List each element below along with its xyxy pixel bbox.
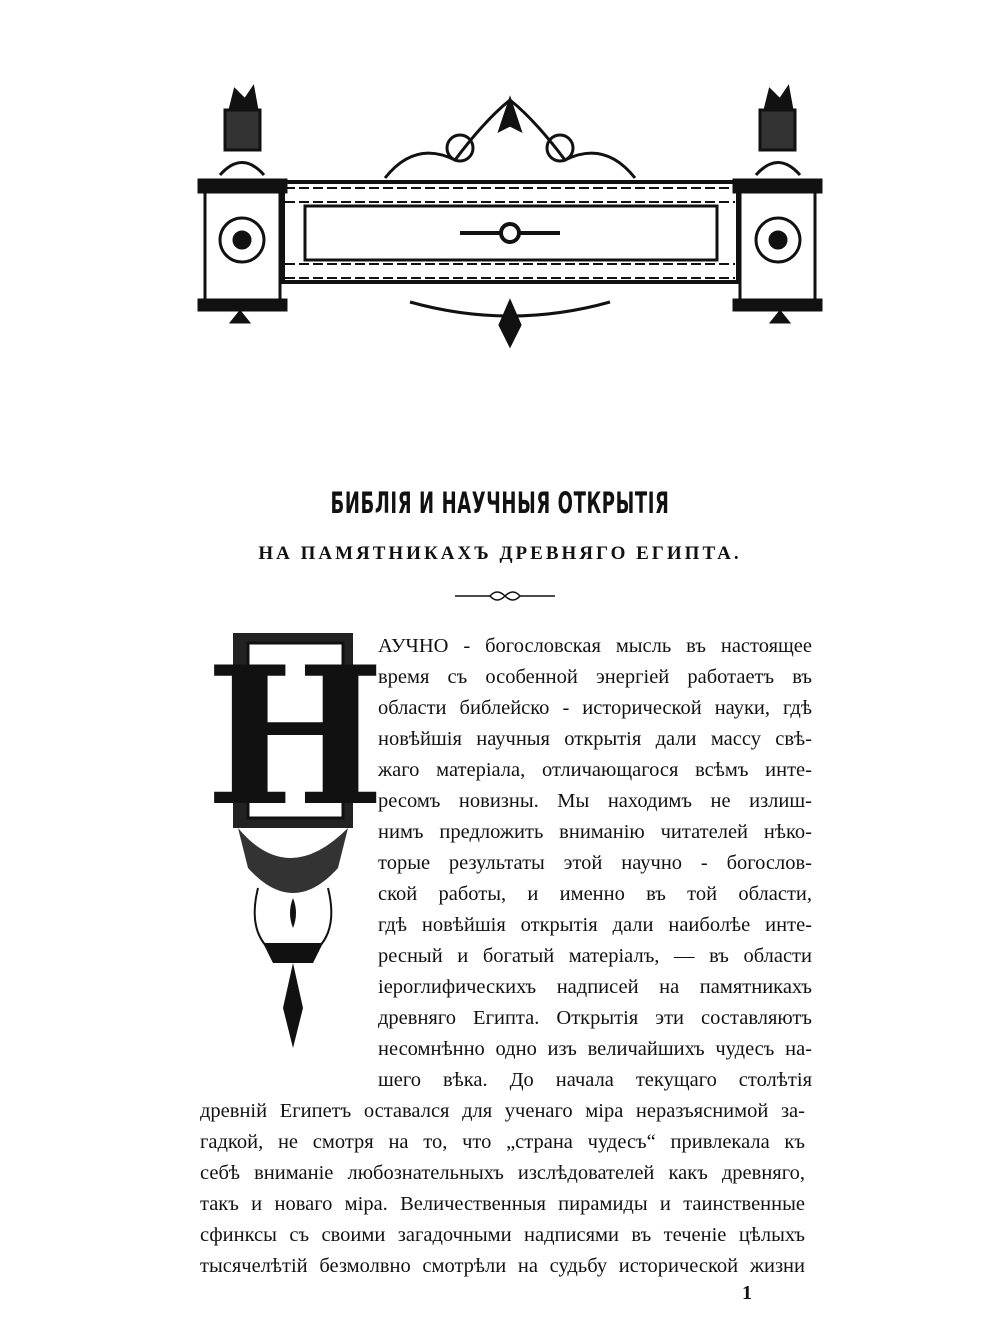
body-line: несомнѣнно одно изъ величайшихъ чудесъ на- xyxy=(378,1038,812,1060)
body-line: древняго Египта. Открытiя эти составляютъ xyxy=(378,1007,812,1029)
body-line: iероглифическихъ надписей на памятникахъ xyxy=(378,976,812,998)
drop-cap-ornament xyxy=(205,625,385,1053)
body-line: ской работы, и именно въ той области, xyxy=(378,883,812,905)
body-line: гдѣ новѣйшiя открытiя дали наиболѣе инте- xyxy=(378,914,812,936)
body-line: такъ и новаго мiра. Величественныя пирамиды и таинственные xyxy=(200,1193,805,1215)
page-number: 1 xyxy=(742,1282,752,1304)
body-line: время съ особенной энергiей работаетъ въ xyxy=(378,666,812,688)
body-line: новѣйшiя научныя открытiя дали массу свѣ- xyxy=(378,728,812,750)
header-ornament-meander-frame xyxy=(195,80,825,355)
body-line: сфинксы съ своими загадочными надписями въ теченiе цѣлыхъ xyxy=(200,1224,805,1246)
drop-cap-letter: Н xyxy=(205,625,385,848)
body-line: ресомъ новизны. Мы находимъ не излиш- xyxy=(378,790,812,812)
body-line: древнiй Египетъ оставался для ученаго мiра неразъяснимой за- xyxy=(200,1100,805,1122)
body-line: ресный и богатый матерiалъ, — въ области xyxy=(378,945,812,967)
body-line: гадкой, не смотря на то, что „страна чудесъ“ привлекала къ xyxy=(200,1131,805,1153)
body-line: жаго матерiала, отличающагося всѣмъ инте- xyxy=(378,759,812,781)
body-line: АУЧНО - богословская мысль въ настоящее xyxy=(378,635,812,657)
body-line: торые результаты этой научно - богослов- xyxy=(378,852,812,874)
article-subtitle: НА ПАМЯТНИКАХЪ ДРЕВНЯГО ЕГИПТА. xyxy=(258,543,742,564)
body-line: тысячелѣтiй безмолвно смотрѣли на судьбу исторической жизни xyxy=(200,1255,805,1277)
body-line: шего вѣка. До начала текущаго столѣтiя xyxy=(378,1069,812,1091)
section-divider-ornament xyxy=(455,588,555,604)
body-line: области библейско - исторической науки, гдѣ xyxy=(378,697,812,719)
body-line: нимъ предложить вниманiю читателей нѣко- xyxy=(378,821,812,843)
article-title: БИБЛІЯ И НАУЧНЫЯ ОТКРЫТІЯ xyxy=(330,486,670,520)
body-line: себѣ вниманiе любознательныхъ изслѣдователей какъ древняго, xyxy=(200,1162,805,1184)
